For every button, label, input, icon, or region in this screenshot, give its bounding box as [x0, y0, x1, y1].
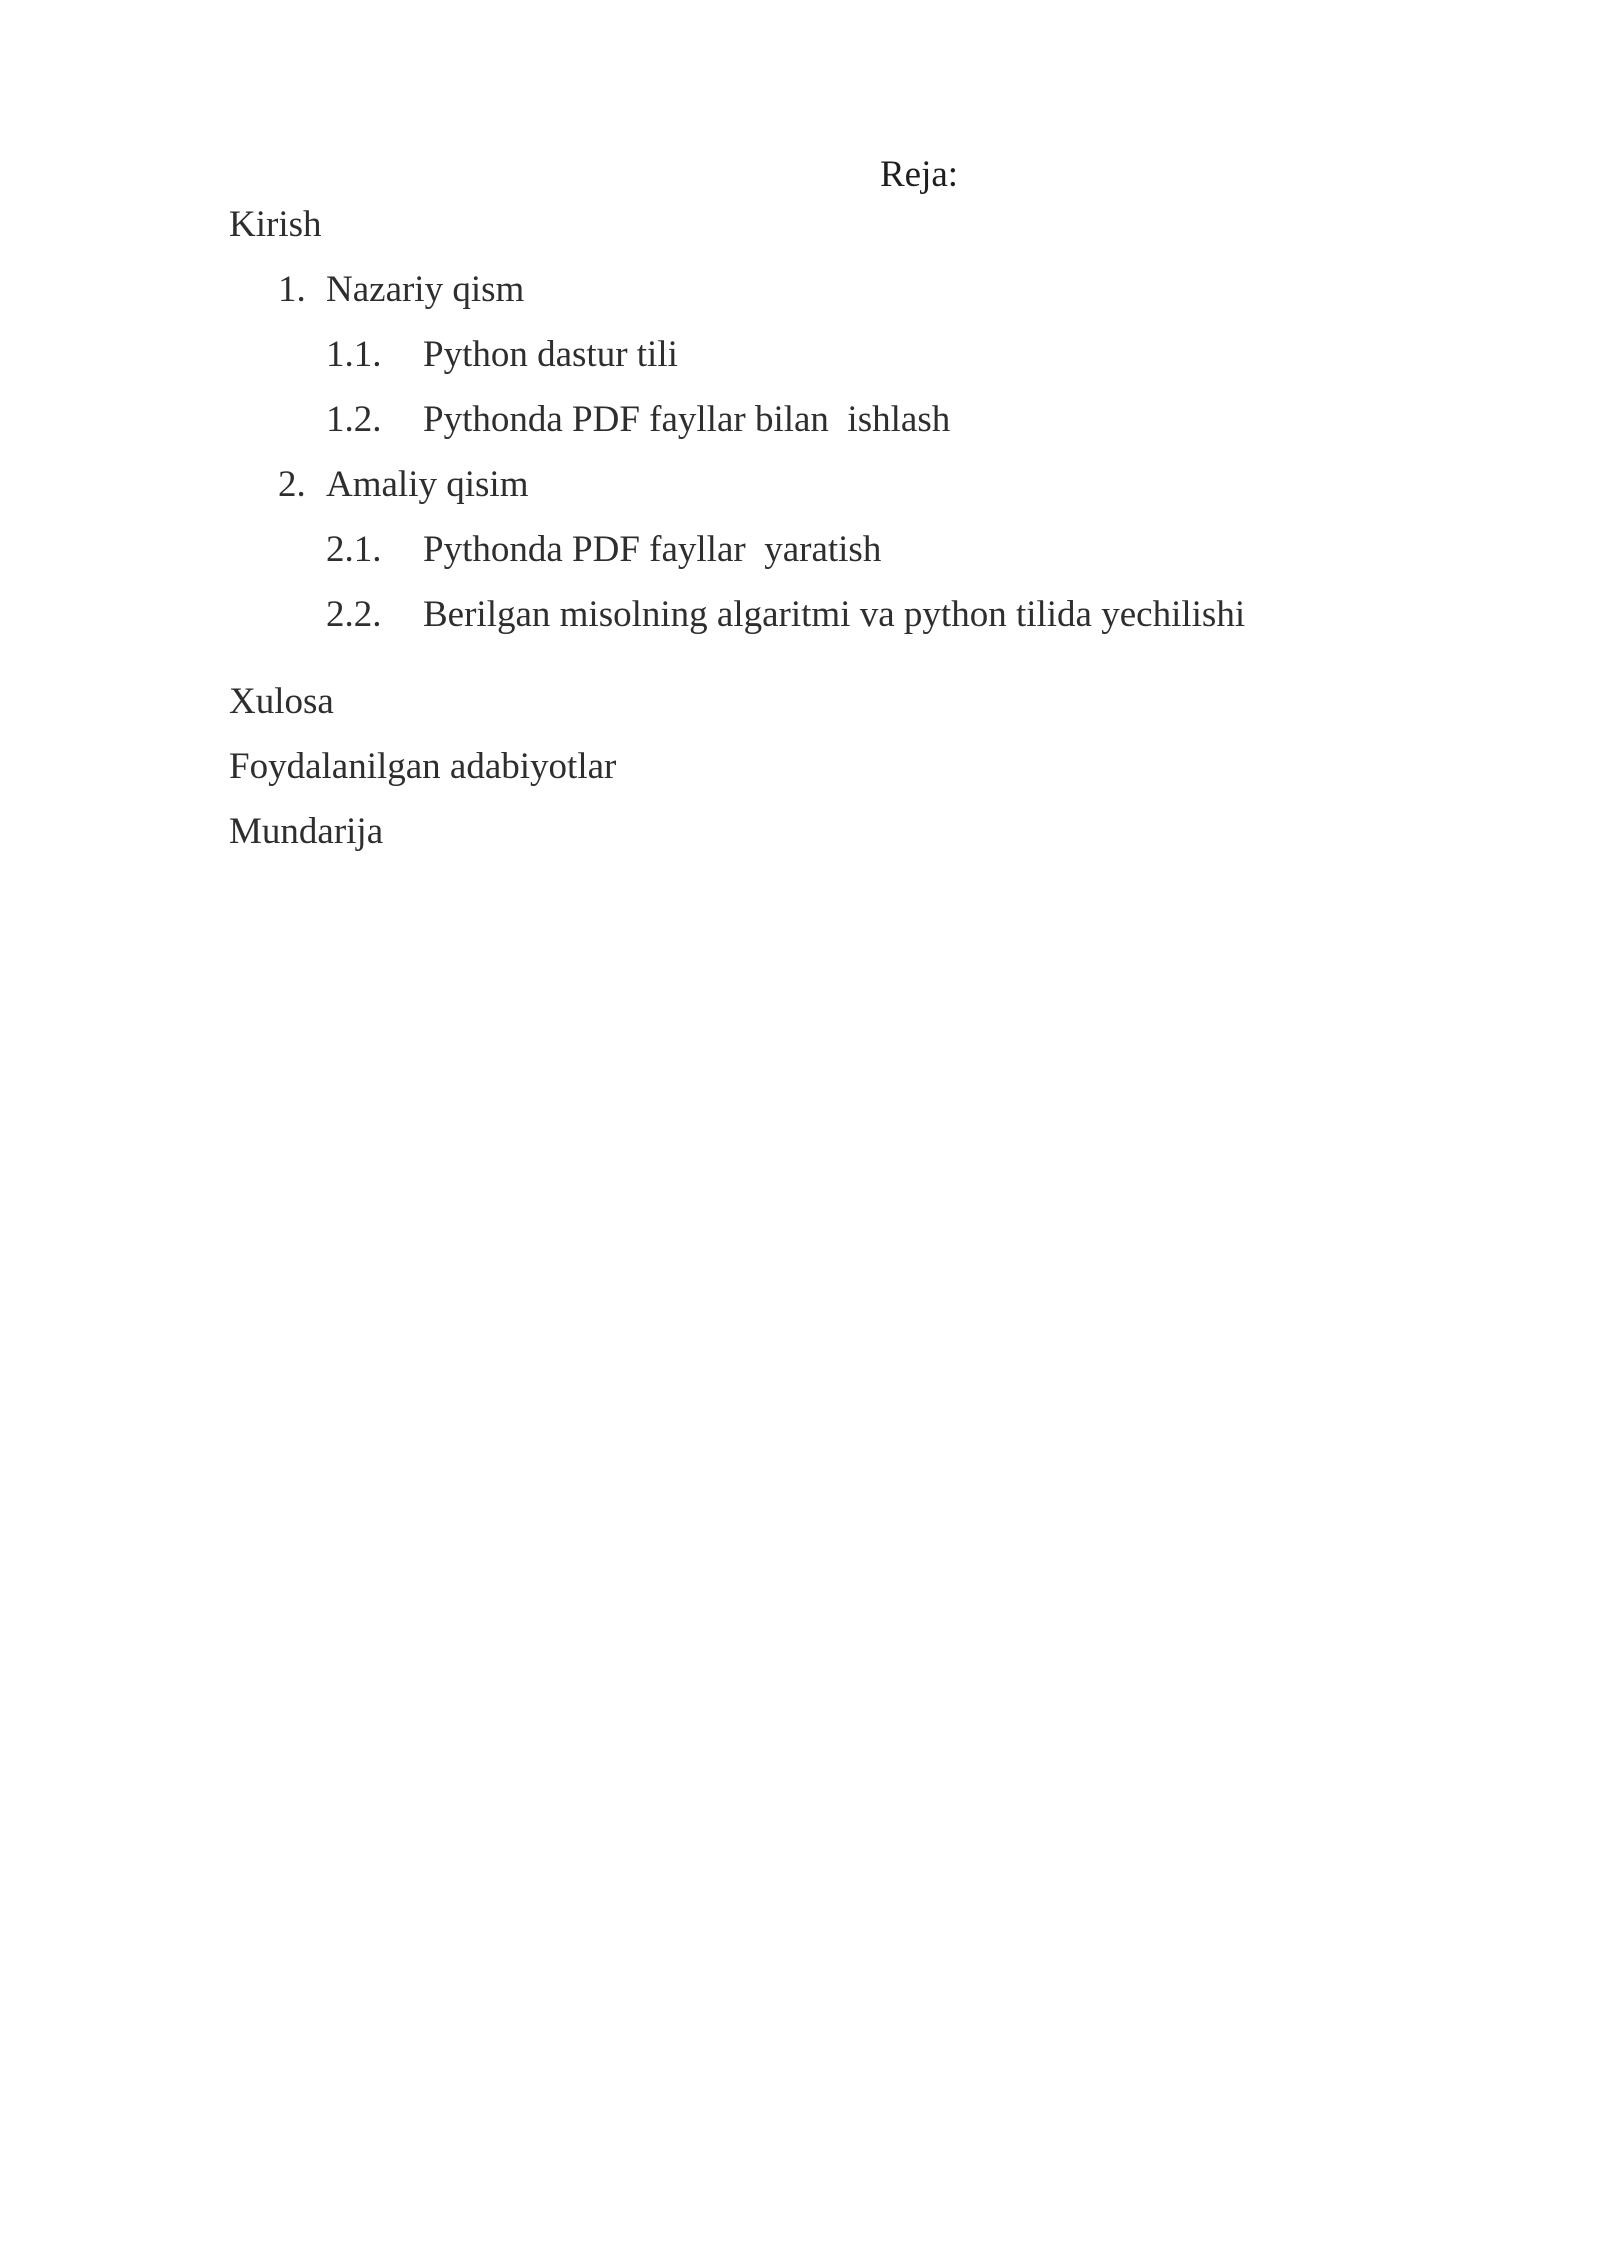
subsection-label: Pythonda PDF fayllar bilan ishlash	[423, 399, 951, 440]
subsection-number: 2.1.	[326, 529, 382, 570]
section-number: 1.	[278, 269, 306, 310]
subsection-number: 1.1.	[326, 334, 382, 375]
closing-item: Foydalanilgan adabiyotlar	[229, 746, 617, 787]
subsection-number: 1.2.	[326, 399, 382, 440]
intro-item: Kirish	[229, 204, 322, 245]
subsection-number: 2.2.	[326, 594, 382, 635]
closing-item: Xulosa	[229, 681, 334, 722]
section-label: Amaliy qisim	[326, 464, 529, 505]
page-title: Reja:	[880, 154, 959, 195]
section-label: Nazariy qism	[326, 269, 525, 310]
subsection-label: Python dastur tili	[423, 334, 678, 375]
closing-item: Mundarija	[229, 811, 384, 852]
subsection-label: Berilgan misolning algaritmi va python tilida yechilishi	[423, 594, 1246, 635]
subsection-label: Pythonda PDF fayllar yaratish	[423, 529, 882, 570]
section-number: 2.	[278, 464, 306, 505]
